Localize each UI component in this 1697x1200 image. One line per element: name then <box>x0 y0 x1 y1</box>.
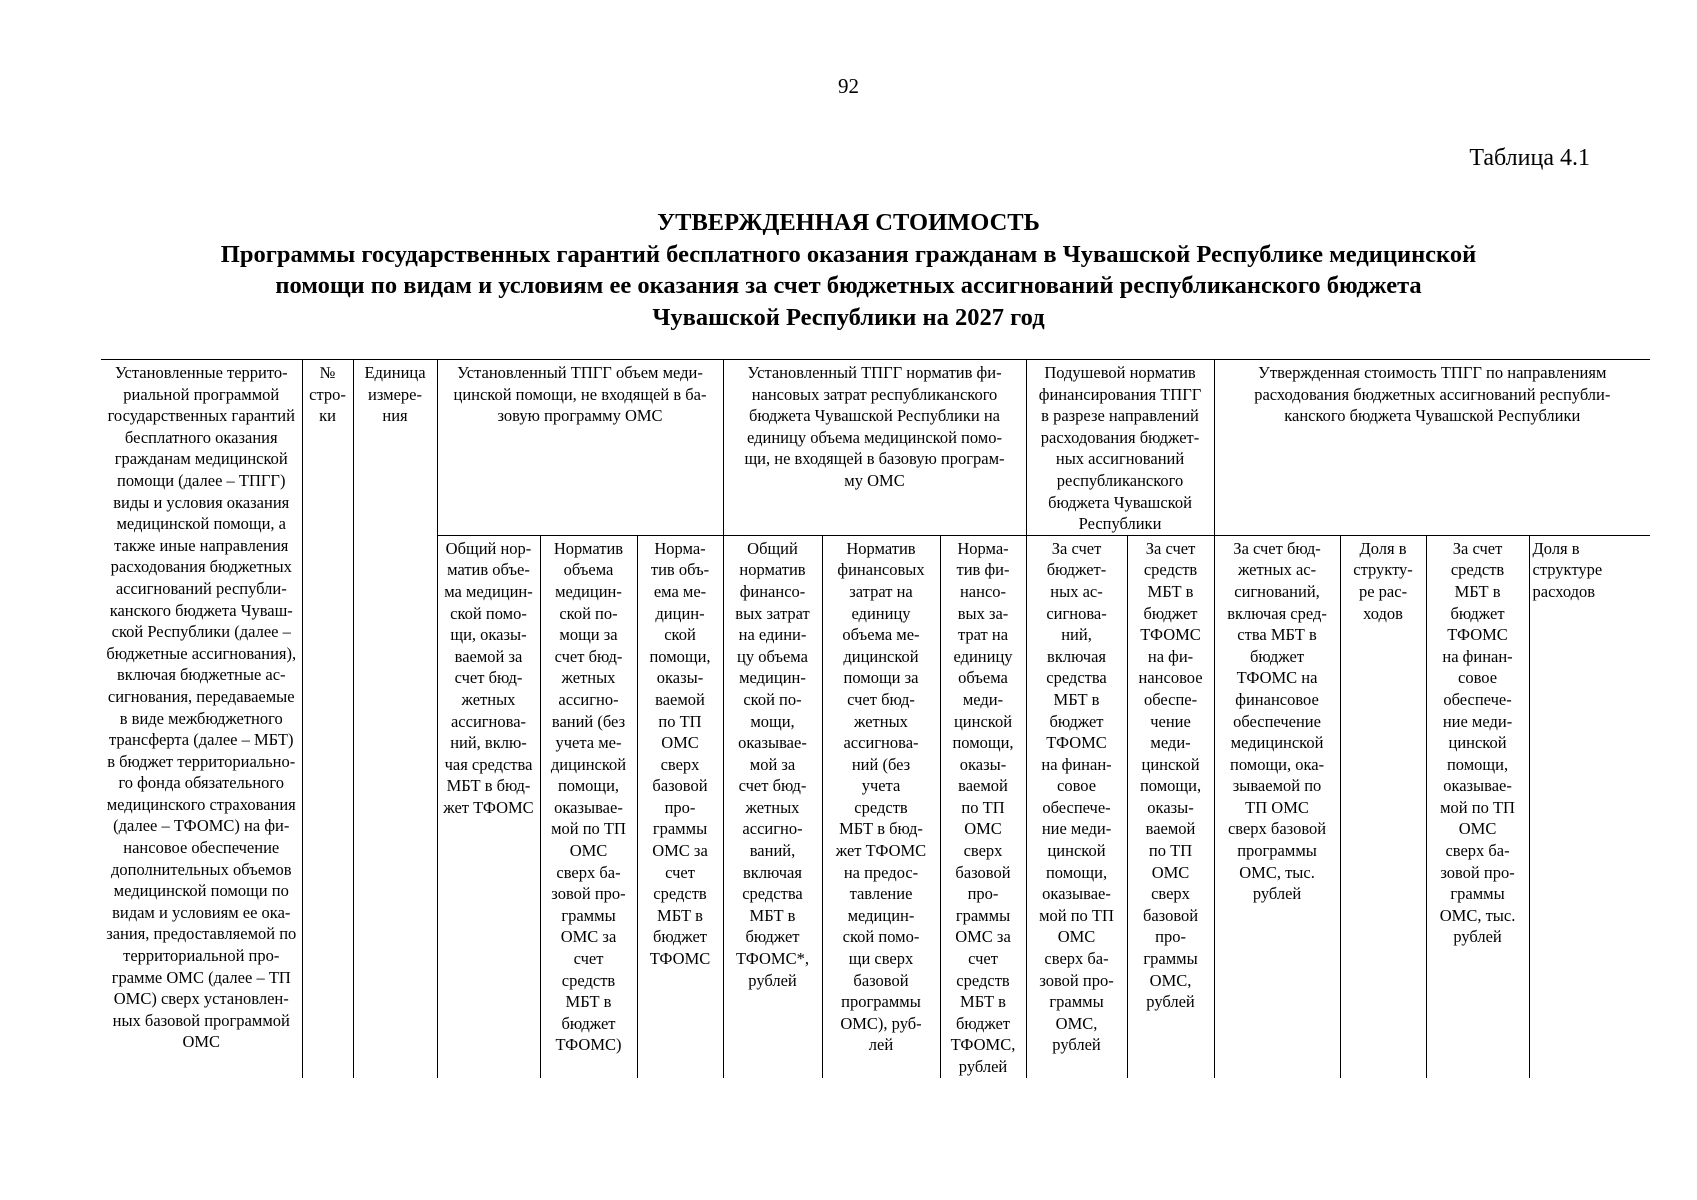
subheader-cell: За счет бюд- жетных ас- сигнований, включая сред- ства МБТ в бюджет ТФОМС на финансовое обеспечение медицинской помощи, ока- зываемой по ТП ОМС сверх базовой программы ОМС, тыс. рублей <box>1214 535 1340 1077</box>
title-line-2: Программы государственных гарантий бесплатного оказания гражданам в Чувашской Республике медицинской <box>220 240 1477 268</box>
page-number: 92 <box>838 74 859 98</box>
cost-table <box>101 359 1650 1078</box>
header-approved-cost-group: Утвержденная стоимость ТПГГ по направлениям расходования бюджетных ассигнований республи- канского бюджета Чувашской Республики <box>1214 360 1650 536</box>
subheader-cell: За счет средств МБТ в бюджет ТФОМС на фи- нансовое обеспе- чение меди- цинской помощи, оказы- ваемой по ТП ОМС сверх базовой про- граммы ОМС, рублей <box>1127 535 1214 1077</box>
subheader-cell: Норматив финансовых затрат на единицу объема ме- дицинской помощи за счет бюд- жетных ассигнова- ний (без учета средств МБТ в бюд- жет ТФОМС на предос- тавление медицин- ской помо- щи сверх базовой программы ОМС), руб- лей <box>822 535 940 1077</box>
title-line-4: Чувашской Республики на 2027 год <box>652 303 1045 331</box>
header-row-1 <box>101 360 1650 536</box>
header-row-number: № стро- ки <box>302 360 353 1078</box>
header-types-of-care: Установленные террито- риальной программой государственных гарантий бесплатного оказания гражданам медицинской помощи (далее – ТПГГ) виды и условия оказания медицинской помощи, а также иные направления расходования бюджетных ассигнований республи- канского бюджета Чуваш- ской Республики (далее – бюджетные ассигнования), включая бюджетные ас- сигнования, передаваемые в виде межбюджетного трансферта (далее – МБТ) в бюджет территориально- го фонда обязательного медицинского страхования (далее – ТФОМС) на фи- нансовое обеспечение дополнительных объемов медицинской помощи по видам и условиям ее ока- зания, предоставляемой по территориальной про- грамме ОМС (далее – ТП ОМС) сверх установлен- ных базовой программой ОМС <box>101 360 302 1078</box>
subheader-cell: Общий норматив финансо- вых затрат на едини- цу объема медицин- ской по- мощи, оказывае- мой за счет бюд- жетных ассигно- ваний, включая средства МБТ в бюджет ТФОМС*, рублей <box>723 535 822 1077</box>
subheader-cell: Доля в структуре расходов <box>1529 535 1650 1077</box>
subheader-cell: Норма- тив фи- нансо- вых за- трат на единицу объема меди- цинской помощи, оказы- ваемой по ТП ОМС сверх базовой про- граммы ОМС за счет средств МБТ в бюджет ТФОМС, рублей <box>940 535 1026 1077</box>
subheader-cell: За счет средств МБТ в бюджет ТФОМС на финан- совое обеспече- ние меди- цинской помощи, оказывае- мой по ТП ОМС сверх ба- зовой про- граммы ОМС, тыс. рублей <box>1426 535 1529 1077</box>
subheader-cell: Норма- тив объ- ема ме- дицин- ской помощи, оказы- ваемой по ТП ОМС сверх базовой про- граммы ОМС за счет средств МБТ в бюджет ТФОМС <box>637 535 723 1077</box>
subheader-cell: Общий нор- матив объе- ма медицин- ской помо- щи, оказы- ваемой за счет бюд- жетных ассигнова- ний, вклю- чая средства МБТ в бюд- жет ТФОМС <box>437 535 540 1077</box>
header-volume-group: Установленный ТПГГ объем меди- цинской помощи, не входящей в ба- зовую программу ОМС <box>437 360 723 536</box>
header-cost-norm-group: Установленный ТПГГ норматив фи- нансовых затрат республиканского бюджета Чувашской Республики на единицу объема медицинской помо- щи, не входящей в базовую програм- му ОМС <box>723 360 1026 536</box>
title-line-1: УТВЕРЖДЕННАЯ СТОИМОСТЬ <box>657 209 1040 236</box>
subheader-cell: Доля в структу- ре рас- ходов <box>1340 535 1426 1077</box>
header-per-capita-group: Подушевой норматив финансирования ТПГГ в разрезе направлений расходования бюджет- ных ассигнований республиканского бюджета Чувашской Республики <box>1026 360 1214 536</box>
table-caption: Таблица 4.1 <box>1469 145 1590 171</box>
subheader-cell: За счет бюджет- ных ас- сигнова- ний, включая средства МБТ в бюджет ТФОМС на финан- совое обеспече- ние меди- цинской помощи, оказывае- мой по ТП ОМС сверх ба- зовой про- граммы ОМС, рублей <box>1026 535 1127 1077</box>
document-title <box>0 207 1697 333</box>
subheader-cell: Норматив объема медицин- ской по- мощи за счет бюд- жетных ассигно- ваний (без учета ме- дицинской помощи, оказывае- мой по ТП ОМС сверх ба- зовой про- граммы ОМС за счет средств МБТ в бюджет ТФОМС) <box>540 535 637 1077</box>
header-unit: Единица измере- ния <box>353 360 437 1078</box>
title-line-3: помощи по видам и условиям ее оказания за счет бюджетных ассигнований республиканского бюджета <box>275 272 1422 299</box>
